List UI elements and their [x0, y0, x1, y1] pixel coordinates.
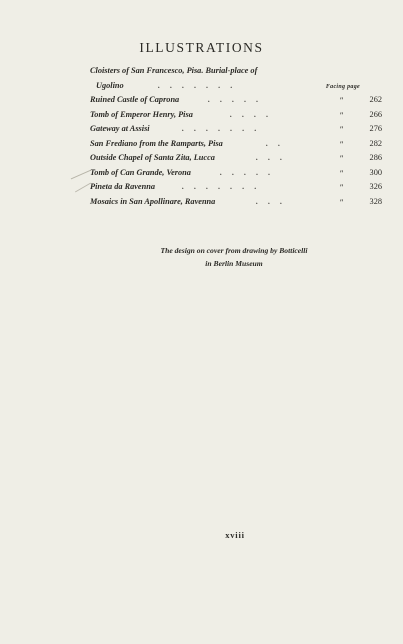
page-title: ILLUSTRATIONS: [139, 40, 264, 55]
leader-dots: .....: [208, 95, 269, 104]
caption: Pineta da Ravenna: [90, 182, 155, 191]
list-item: [90, 66, 382, 81]
caption: Ugolino: [96, 80, 124, 90]
facing-page-label: Facing page: [325, 83, 360, 90]
list-item: [90, 81, 382, 96]
list-item: [90, 110, 382, 125]
list-item: [90, 95, 382, 110]
ditto-mark: ": [339, 125, 344, 134]
caption: Outside Chapel of Santa Zita, Lucca: [90, 153, 215, 162]
page-number: 300: [369, 167, 382, 177]
leader-dots: ....: [230, 109, 279, 119]
caption: Tomb of Emperor Henry, Pisa: [90, 109, 193, 119]
caption: Gateway at Assisi: [90, 124, 150, 133]
caption: Tomb of Can Grande, Verona: [90, 167, 191, 177]
leader-dots: .....: [220, 167, 281, 177]
ditto-mark: ": [339, 96, 344, 105]
leader-dots: .......: [158, 80, 243, 90]
ditto-mark: ": [339, 110, 344, 120]
ditto-mark: ": [339, 139, 344, 149]
list-item: [90, 168, 382, 183]
caption: Cloisters of San Francesco, Pisa. Burial-place of: [90, 66, 258, 75]
caption: Ruined Castle of Caprona: [90, 95, 180, 104]
page-number: 328: [369, 196, 382, 206]
caption: San Frediano from the Ramparts, Pisa: [90, 138, 223, 148]
list-item: [90, 153, 382, 168]
leader-dots: ...: [256, 153, 293, 162]
leader-dots: ...: [256, 196, 293, 206]
ditto-mark: ": [339, 183, 344, 192]
list-item: [90, 139, 382, 154]
leader-dots: ..: [266, 138, 291, 148]
leader-dots: .......: [182, 182, 267, 191]
leader-dots: .......: [182, 124, 267, 133]
page-number: 282: [369, 138, 382, 148]
page-number: 262: [369, 95, 382, 104]
ditto-mark: ": [339, 197, 344, 207]
page-folio: xviii: [225, 530, 245, 540]
ditto-mark: ": [339, 154, 344, 163]
page-number: 276: [369, 124, 382, 133]
list-item: [90, 197, 382, 212]
pencil-mark: [75, 183, 91, 193]
cover-note-line: in Berlin Museum: [205, 258, 263, 268]
pencil-mark: [71, 170, 92, 180]
cover-note-line: The design on cover from drawing by Botticelli: [160, 246, 308, 255]
illustrations-list: [90, 66, 382, 211]
page-number: 286: [369, 153, 382, 162]
page-number: 266: [369, 109, 382, 119]
list-item: [90, 124, 382, 139]
cover-note: [0, 245, 403, 270]
list-item: [90, 182, 382, 197]
ditto-mark: ": [339, 168, 344, 178]
page-number: 326: [369, 182, 382, 191]
caption: Mosaics in San Apollinare, Ravenna: [90, 196, 216, 206]
